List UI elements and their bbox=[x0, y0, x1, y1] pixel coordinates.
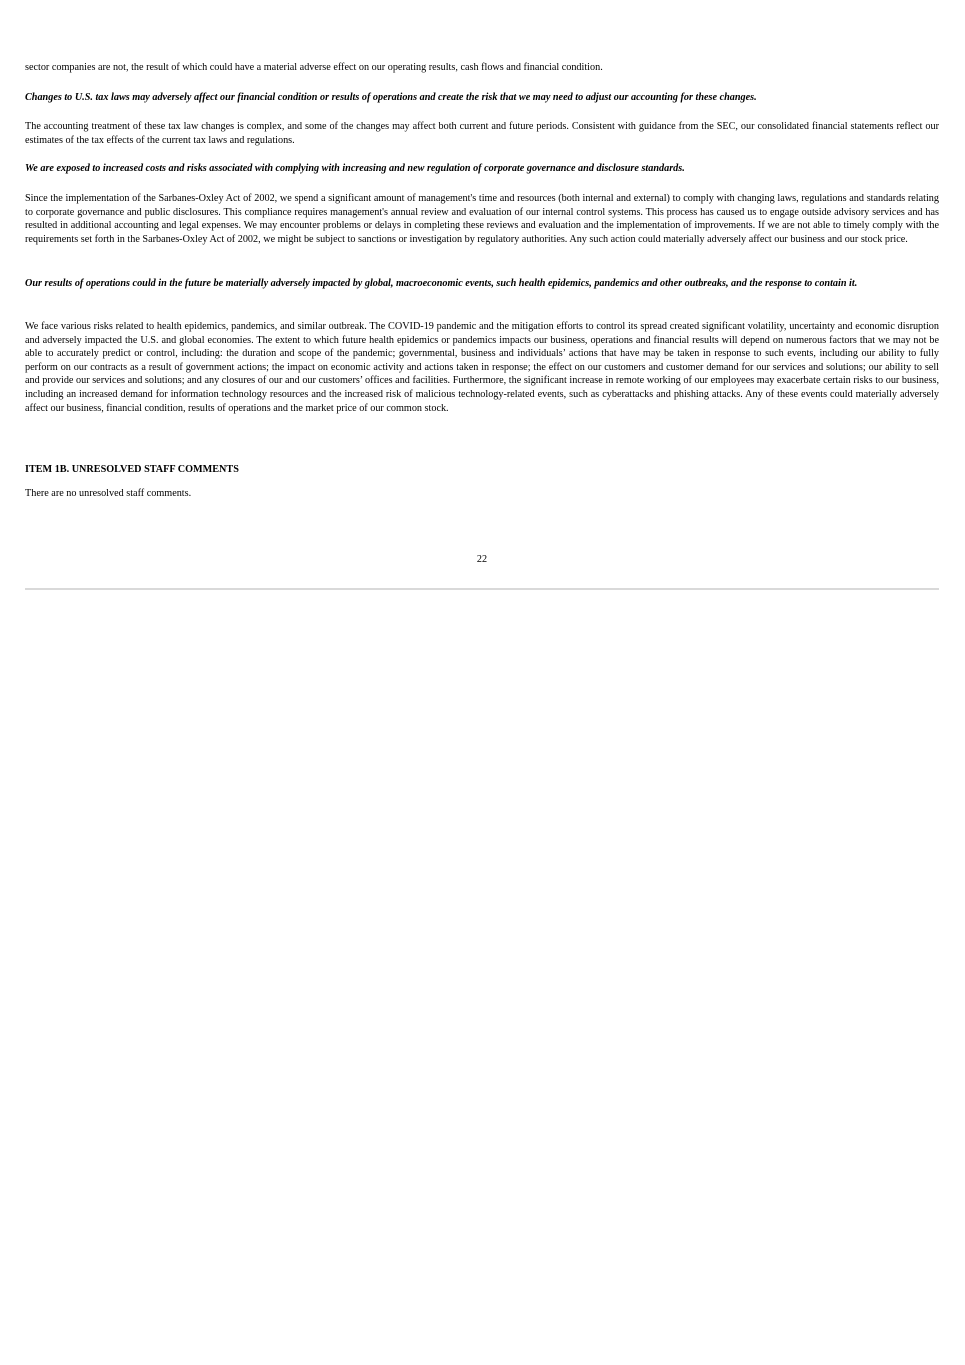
governance-risk-paragraph: Since the implementation of the Sarbanes-Oxley Act of 2002, we spend a significant amount of management's time and resources (both internal and external) to comply with changing laws, regulations and standards relating to corporate governance and public disclosures. This compliance requires management's annual review and evaluation of our internal control systems. This process has caused us to engage outside advisory services and has resulted in additional accounting and legal expenses. We may encounter problems or delays in completing these reviews and evaluation and the implementation of improvements. If we are not able to timely comply with the requirements set forth in the Sarbanes-Oxley Act of 2002, we might be subject to sanctions or investigation by regulatory authorities. Any such action could materially adversely affect our business and our stock price. bbox=[25, 193, 939, 245]
health-risk-heading: Our results of operations could in the future be materially adversely impacted by global, macroeconomic events, such health epidemics, pandemics and other outbreaks, and the response to contain it. bbox=[25, 278, 858, 289]
intro-paragraph: sector companies are not, the result of which could have a material adverse effect on our operating results, cash flows and financial condition. bbox=[25, 62, 603, 73]
item-1b-paragraph: There are no unresolved staff comments. bbox=[25, 488, 192, 499]
tax-risk-paragraph: The accounting treatment of these tax law changes is complex, and some of the changes may affect both current and future periods. Consistent with guidance from the SEC, our consolidated financial statements reflect our estimates of the tax effects of the current tax laws and regulations. bbox=[25, 121, 939, 146]
tax-risk-heading: Changes to U.S. tax laws may adversely affect our financial condition or results of operations and create the risk that we may need to adjust our accounting for these changes. bbox=[25, 92, 757, 103]
health-risk-paragraph: We face various risks related to health epidemics, pandemics, and similar outbreak. The COVID-19 pandemic and the mitigation efforts to control its spread created significant volatility, uncertainty and economic disruption and adversely impacted the U.S. and global economies. The extent to which future health epidemics or pandemics impacts our business, operations and financial results will depend on numerous factors that we may not be able to accurately predict or control, including: the duration and scope of the pandemic; governmental, business and individuals’ actions that have may be taken in response to such events, including our ability to fully perform on our contracts as a result of government actions; the impact on economic activity and actions taken in response; the effect on our customers and customer demand for our services and solutions; our ability to sell and provide our services and solutions; and any closures of our and our customers’ offices and facilities. Furthermore, the significant increase in remote working of our employees may exacerbate certain risks to our business, including an increased demand for information technology resources and the increased risk of malicious technology-related events, such as cyberattacks and phishing attacks. Any of these events could materially adversely affect our business, financial condition, results of operations and the market price of our common stock. bbox=[25, 321, 939, 414]
page-number: 22 bbox=[476, 554, 488, 565]
governance-risk-heading: We are exposed to increased costs and risks associated with complying with increasing and new regulation of corporate governance and disclosure standards. bbox=[25, 163, 685, 174]
page-divider bbox=[25, 588, 939, 590]
item-1b-heading: ITEM 1B. UNRESOLVED STAFF COMMENTS bbox=[25, 464, 239, 475]
